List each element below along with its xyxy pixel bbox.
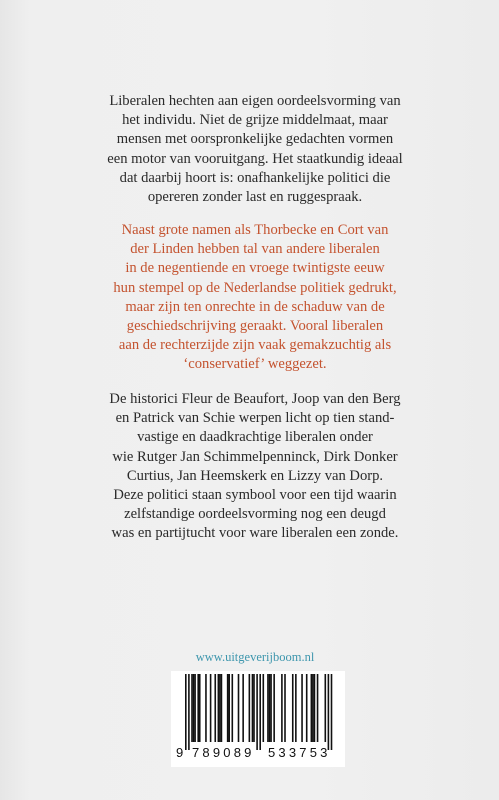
barcode-bar: [221, 674, 223, 742]
barcode-bar: [317, 674, 319, 742]
text-line: ‘conservatief’ weggezet.: [183, 356, 327, 373]
text-line: Liberalen hechten aan eigen oordeelsvorming van: [109, 93, 401, 109]
barcode-bar: [232, 674, 234, 742]
text-line: der Linden hebben tal van andere liberalen: [130, 241, 380, 258]
text-line: in de negentiende en vroege twintigste eeuw: [125, 260, 385, 277]
barcode-left-digits: 789089: [192, 745, 255, 760]
barcode-bar: [259, 674, 261, 750]
barcode-bar: [295, 674, 297, 742]
barcode-bar: [281, 674, 283, 742]
barcode-bar: [185, 674, 187, 750]
barcode-bar: [267, 674, 269, 742]
text-line: en Patrick van Schie werpen licht op tien stand-: [115, 410, 395, 427]
barcode-bar: [188, 674, 190, 750]
barcode-bars: [175, 674, 341, 754]
barcode-bar: [253, 674, 255, 742]
barcode-bar: [193, 674, 195, 742]
text-line: geschiedschrijving geraakt. Vooral liberalen: [126, 318, 384, 335]
barcode-bar: [273, 674, 275, 742]
barcode-bar: [312, 674, 314, 742]
barcode-bar: [227, 674, 229, 742]
barcode-bar: [328, 674, 330, 750]
barcode-bar: [256, 674, 258, 750]
text-line: opereren zonder last en ruggespraak.: [147, 189, 363, 206]
publisher-url[interactable]: www.uitgeverijboom.nl: [195, 650, 315, 664]
intro-paragraph: [90, 92, 420, 207]
text-line: Curtius, Jan Heemskerk en Lizzy van Dorp.: [126, 467, 384, 484]
barcode-bar: [263, 674, 265, 742]
text-line: het individu. Niet de grijze middelmaat, maar: [122, 112, 388, 129]
barcode-bar: [270, 674, 272, 742]
text-line: hun stempel op de Nederlandse politiek gedrukt,: [113, 279, 397, 296]
barcode-bar: [228, 674, 230, 742]
barcode-bar: [292, 674, 294, 742]
barcode-bar: [205, 674, 207, 742]
text-line: De historici Fleur de Beaufort, Joop van den Berg: [109, 391, 401, 407]
text-line: dat daarbij hoort is: onafhankelijke politici die: [119, 169, 391, 186]
text-line: was en partijtucht voor ware liberalen een zonde.: [111, 525, 399, 542]
barcode-bar: [301, 674, 303, 742]
text-line: zelfstandige oordeelsvorming nog een deugd: [124, 506, 386, 523]
authors-paragraph: [90, 390, 420, 544]
barcode-bar: [194, 674, 196, 742]
barcode-right-digits: 533753: [268, 745, 331, 760]
barcode-bar: [311, 674, 313, 742]
text-line: aan de rechterzijde zijn vaak gemakzuchtig als: [118, 337, 392, 354]
barcode-bar: [219, 674, 221, 742]
text-line: Naast grote namen als Thorbecke en Cort van: [121, 222, 389, 238]
barcode-bar: [269, 674, 271, 742]
barcode-bar: [197, 674, 199, 742]
barcode-bar: [314, 674, 316, 742]
text-line: maar zijn ten onrechte in de schaduw van de: [125, 298, 385, 315]
barcode-bar: [210, 674, 212, 742]
barcode-bar: [242, 674, 244, 742]
barcode-bar: [331, 674, 333, 750]
text-line: mensen met oorspronkelijke gedachten vormen: [116, 131, 394, 148]
text-line: wie Rutger Jan Schimmelpenninck, Dirk Donker: [112, 448, 398, 465]
barcode-bar: [284, 674, 286, 742]
barcode-bar: [249, 674, 251, 742]
barcode-bar: [252, 674, 254, 742]
barcode-bar: [306, 674, 308, 742]
barcode-bar: [325, 674, 327, 742]
highlight-paragraph: [90, 221, 420, 375]
barcode-bar: [238, 674, 240, 742]
text-line: vastige en daadkrachtige liberalen onder: [137, 429, 373, 446]
barcode-bar: [191, 674, 193, 742]
barcode-bar: [199, 674, 201, 742]
text-line: Deze politici staan symbool voor een tijd waarin: [113, 487, 397, 504]
barcode-bar: [214, 674, 216, 742]
barcode-first-digit: 9: [176, 745, 184, 760]
barcode-bar: [218, 674, 220, 742]
text-line: een motor van vooruitgang. Het staatkundig ideaal: [107, 150, 403, 167]
